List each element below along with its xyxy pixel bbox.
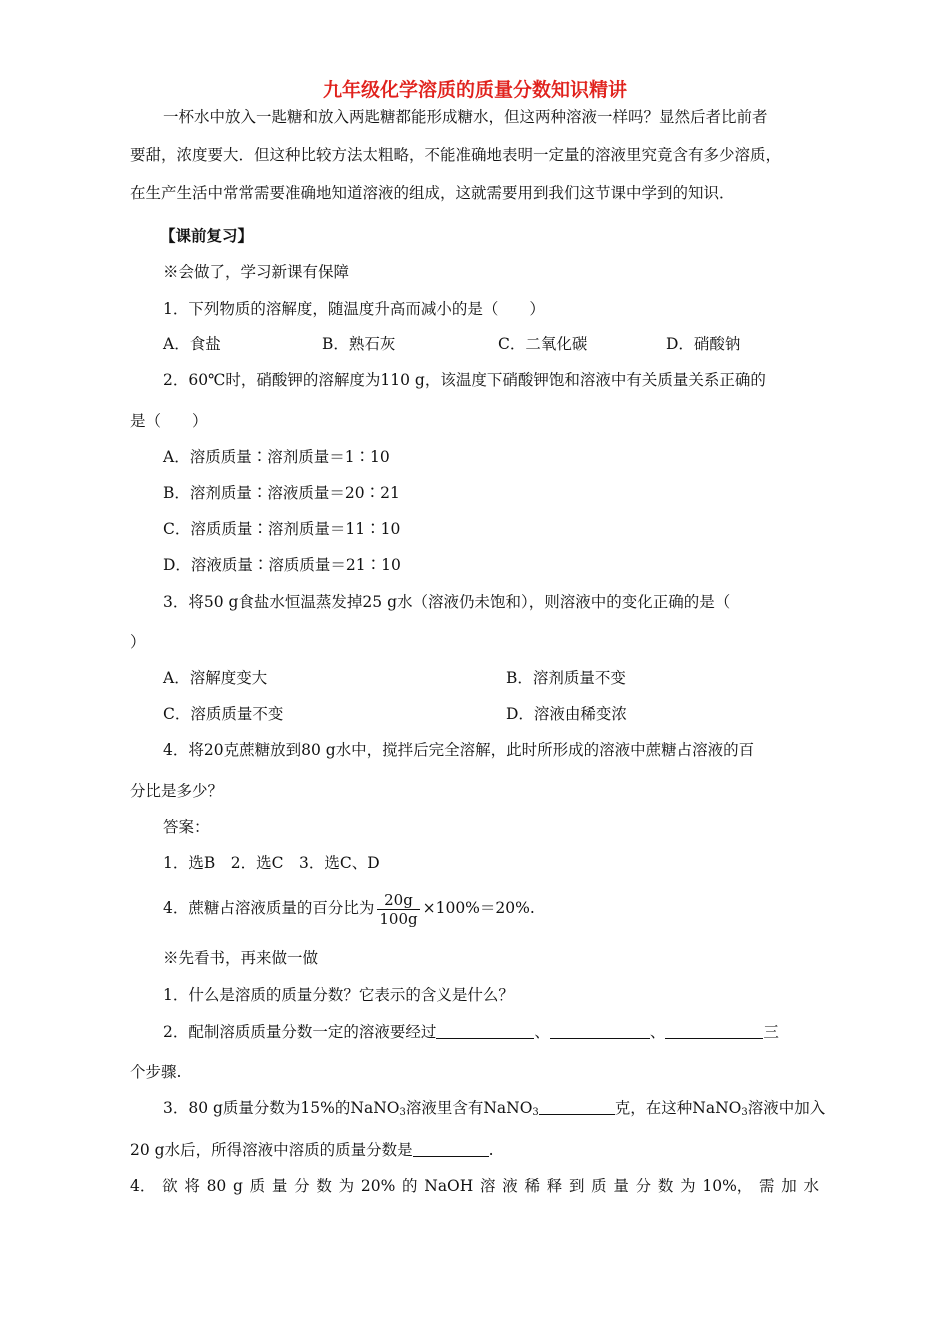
q2-stem-line-1: 2．60℃时，硝酸钾的溶解度为110 g，该温度下硝酸钾饱和溶液中有关质量关系正确的	[163, 371, 766, 389]
intro-line-3: 在生产生活中常常需要准确地知道溶液的组成，这就需要用到我们这节课中学到的知识．	[130, 184, 735, 202]
answers-line-2	[163, 888, 535, 928]
p3-line-2-prefix: 20 g水后，所得溶液中溶质的质量分数是	[130, 1141, 413, 1159]
p4-word: 液	[502, 1177, 518, 1195]
p4-word: g	[233, 1177, 243, 1195]
p4-word: 20%	[360, 1177, 396, 1195]
subscript: 3	[532, 1107, 539, 1118]
p2-suffix: 三	[763, 1023, 779, 1041]
q2-option-c: C．溶质质量∶溶剂质量＝11∶10	[163, 520, 401, 538]
read-note: ※先看书，再来做一做	[163, 949, 319, 967]
q2-option-b: B．溶剂质量∶溶液质量＝20∶21	[163, 484, 400, 502]
answers-line-1: 1．选B 2．选C 3．选C、D	[163, 854, 380, 872]
p4-word: 量	[271, 1177, 288, 1195]
p3-text-d: 溶液中加入	[747, 1099, 826, 1117]
p4-word: 数	[316, 1177, 332, 1195]
q2-stem-line-2: 是（ ）	[130, 412, 208, 430]
p4-word: 分	[294, 1177, 310, 1195]
q1-option-d: D．硝酸钠	[666, 335, 741, 353]
p4-word: 为	[338, 1177, 355, 1195]
p4-line-1	[130, 1176, 819, 1196]
q2-option-a: A．溶质质量∶溶剂质量＝1∶10	[163, 448, 390, 466]
subscript: 3	[741, 1107, 748, 1118]
p4-word: 欲	[162, 1177, 178, 1195]
p3-line-1	[163, 1098, 825, 1123]
q3-option-b: B．溶剂质量不变	[506, 669, 626, 687]
q3-option-a: A．溶解度变大	[163, 669, 268, 687]
answer-4-suffix: ×100%＝20%.	[422, 899, 535, 917]
p4-word: 为	[680, 1177, 696, 1195]
p4-word: NaOH	[424, 1177, 474, 1195]
answer-4-prefix: 4．蔗糖占溶液质量的百分比为	[163, 899, 375, 917]
p3-text-a: 3．80 g质量分数为15%的NaNO	[163, 1099, 400, 1117]
p2-sep-2: 、	[649, 1023, 666, 1041]
p4-word: 稀	[524, 1177, 540, 1195]
q3-option-d: D．溶液由稀变浓	[506, 705, 627, 723]
answers-label: 答案：	[163, 818, 210, 836]
p4-word: 量	[613, 1177, 629, 1195]
p2-sep-1: 、	[534, 1023, 550, 1041]
p4-word: 加	[781, 1177, 797, 1195]
intro-line-2: 要甜，浓度要大．但这种比较方法太粗略，不能准确地表明一定量的溶液里究竟含有多少溶质，	[130, 146, 782, 164]
fraction-numerator: 20g	[377, 891, 419, 910]
fraction	[377, 891, 419, 928]
intro-line-1: 一杯水中放入一匙糖和放入两匙糖都能形成糖水，但这两种溶液一样吗？显然后者比前者	[163, 108, 768, 126]
fill-blank[interactable]	[436, 1022, 534, 1039]
p4-word: 需	[759, 1177, 775, 1195]
p3-text-c: 克，在这种NaNO	[614, 1099, 742, 1117]
q4-stem-line-1: 4．将20克蔗糖放到80 g水中，搅拌后完全溶解，此时所形成的溶液中蔗糖占溶液的百	[163, 741, 755, 759]
fraction-denominator: 100g	[379, 909, 418, 928]
p4-word: 质	[249, 1177, 266, 1195]
q2-option-d: D．溶液质量∶溶质质量＝21∶10	[163, 556, 401, 574]
p4-word: 10%，	[702, 1177, 753, 1195]
p4-word: 的	[402, 1177, 418, 1195]
p4-word: 到	[568, 1177, 585, 1195]
q3-option-c: C．溶质质量不变	[163, 705, 284, 723]
p4-word: 数	[657, 1177, 674, 1195]
q1-option-c: C．二氧化碳	[498, 335, 588, 353]
review-note: ※会做了，学习新课有保障	[163, 263, 350, 281]
p4-word: 释	[546, 1177, 563, 1195]
q3-stem-line-2: ）	[130, 633, 146, 651]
fill-blank[interactable]	[550, 1022, 650, 1039]
q1-stem: 1．下列物质的溶解度，随温度升高而减小的是（ ）	[163, 300, 545, 318]
section-header: 【课前复习】	[160, 226, 254, 245]
p3-line-2	[130, 1140, 494, 1160]
p4-word: 溶	[480, 1177, 496, 1195]
q1-option-a: A．食盐	[163, 335, 221, 353]
p1-text: 1．什么是溶质的质量分数？它表示的含义是什么？	[163, 986, 514, 1004]
p3-text-b: 溶液里含有NaNO	[405, 1099, 533, 1117]
p2-line-2: 个步骤.	[130, 1063, 182, 1081]
page-title: 九年级化学溶质的质量分数知识精讲	[322, 79, 627, 101]
p2-prefix: 2．配制溶质质量分数一定的溶液要经过	[163, 1023, 437, 1041]
fill-blank[interactable]	[539, 1098, 615, 1115]
p3-line-2-suffix: .	[488, 1141, 494, 1159]
fill-blank[interactable]	[413, 1140, 489, 1157]
p4-word: 水	[803, 1177, 819, 1195]
q3-stem-line-1: 3．将50 g食盐水恒温蒸发掉25 g水（溶液仍未饱和），则溶液中的变化正确的是（	[163, 593, 731, 611]
subscript: 3	[399, 1107, 406, 1118]
p4-word: 80	[206, 1177, 227, 1195]
q1-option-b: B．熟石灰	[322, 335, 396, 353]
p4-word: 4．	[130, 1177, 156, 1195]
p4-word: 分	[635, 1177, 652, 1195]
q4-stem-line-2: 分比是多少？	[130, 782, 224, 800]
p4-word: 将	[184, 1177, 200, 1195]
p2-line-1	[163, 1022, 779, 1042]
p4-word: 质	[591, 1177, 607, 1195]
fill-blank[interactable]	[665, 1022, 763, 1039]
